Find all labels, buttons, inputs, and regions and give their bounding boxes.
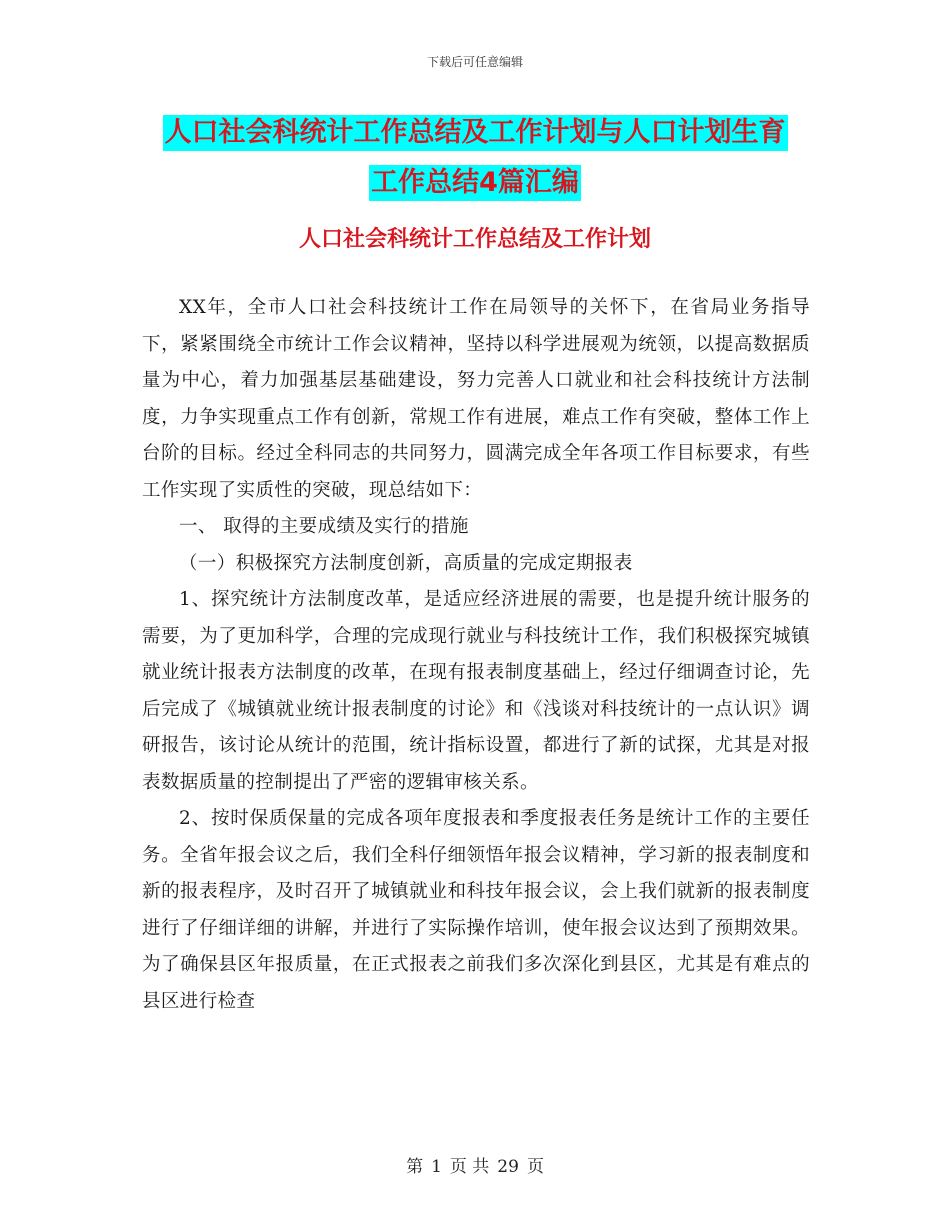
paragraph-item-1: 1、探究统计方法制度改革，是适应经济进展的需要，也是提升统计服务的需要，为了更加科学，合理的完成现行就业与科技统计工作，我们积极探究城镇就业统计报表方法制度的改革，在现有报表制度基础上，经过仔细调查讨论，先后完成了《城镇就业统计报表制度的讨论》和《浅谈对科技统计的一点认识》调研报告，该讨论从统计的范围，统计指标设置，都进行了新的试探，尤其是对报表数据质量的控制提出了严密的逻辑审核关系。 <box>142 589 810 793</box>
paragraph-item-2: 2、按时保质保量的完成各项年度报表和季度报表任务是统计工作的主要任务。全省年报会议之后，我们全科仔细领悟年报会议精神，学习新的报表制度和新的报表程序，及时召开了城镇就业和科技年报会议，会上我们就新的报表制度进行了仔细详细的讲解，并进行了实际操作培训，使年报会议达到了预期效果。为了确保县区年报质量，在正式报表之前我们多次深化到县区，尤其是有难点的县区进行检查 <box>142 808 810 1012</box>
page-suffix: 页 <box>526 1157 544 1177</box>
page-footer <box>0 1152 950 1177</box>
document-title <box>0 108 950 208</box>
page-header-note: 下载后可任意编辑 <box>426 55 523 69</box>
page-prefix: 第 <box>406 1157 424 1177</box>
subheading-method-innovation: （一）积极探究方法制度创新，高质量的完成定期报表 <box>179 552 633 574</box>
document-title-line-1: 人口社会科统计工作总结及工作计划与人口计划生育 <box>163 115 788 151</box>
paragraph-intro: XX年，全市人口社会科技统计工作在局领导的关怀下，在省局业务指导下，紧紧围绕全市统计工作会议精神，坚持以科学进展观为统领，以提高数据质量为中心，着力加强基层基础建设，努力完善人口就业和社会科技统计方法制度，力争实现重点工作有创新，常规工作有进展，难点工作有突破，整体工作上台阶的目标。经过全科同志的共同努力，圆满完成全年各项工作目标要求，有些工作实现了实质性的突破，现总结如下： <box>142 297 810 501</box>
document-title-line-2: 工作总结4篇汇编 <box>369 165 581 201</box>
page-total-number: 29 <box>497 1157 519 1177</box>
heading-achievements: 一、 取得的主要成绩及实行的措施 <box>179 516 469 537</box>
document-body <box>142 290 810 1020</box>
section-title: 人口社会科统计工作总结及工作计划 <box>298 227 651 252</box>
page-mid-text: 页 共 <box>449 1157 490 1177</box>
page-current-number: 1 <box>431 1157 442 1177</box>
